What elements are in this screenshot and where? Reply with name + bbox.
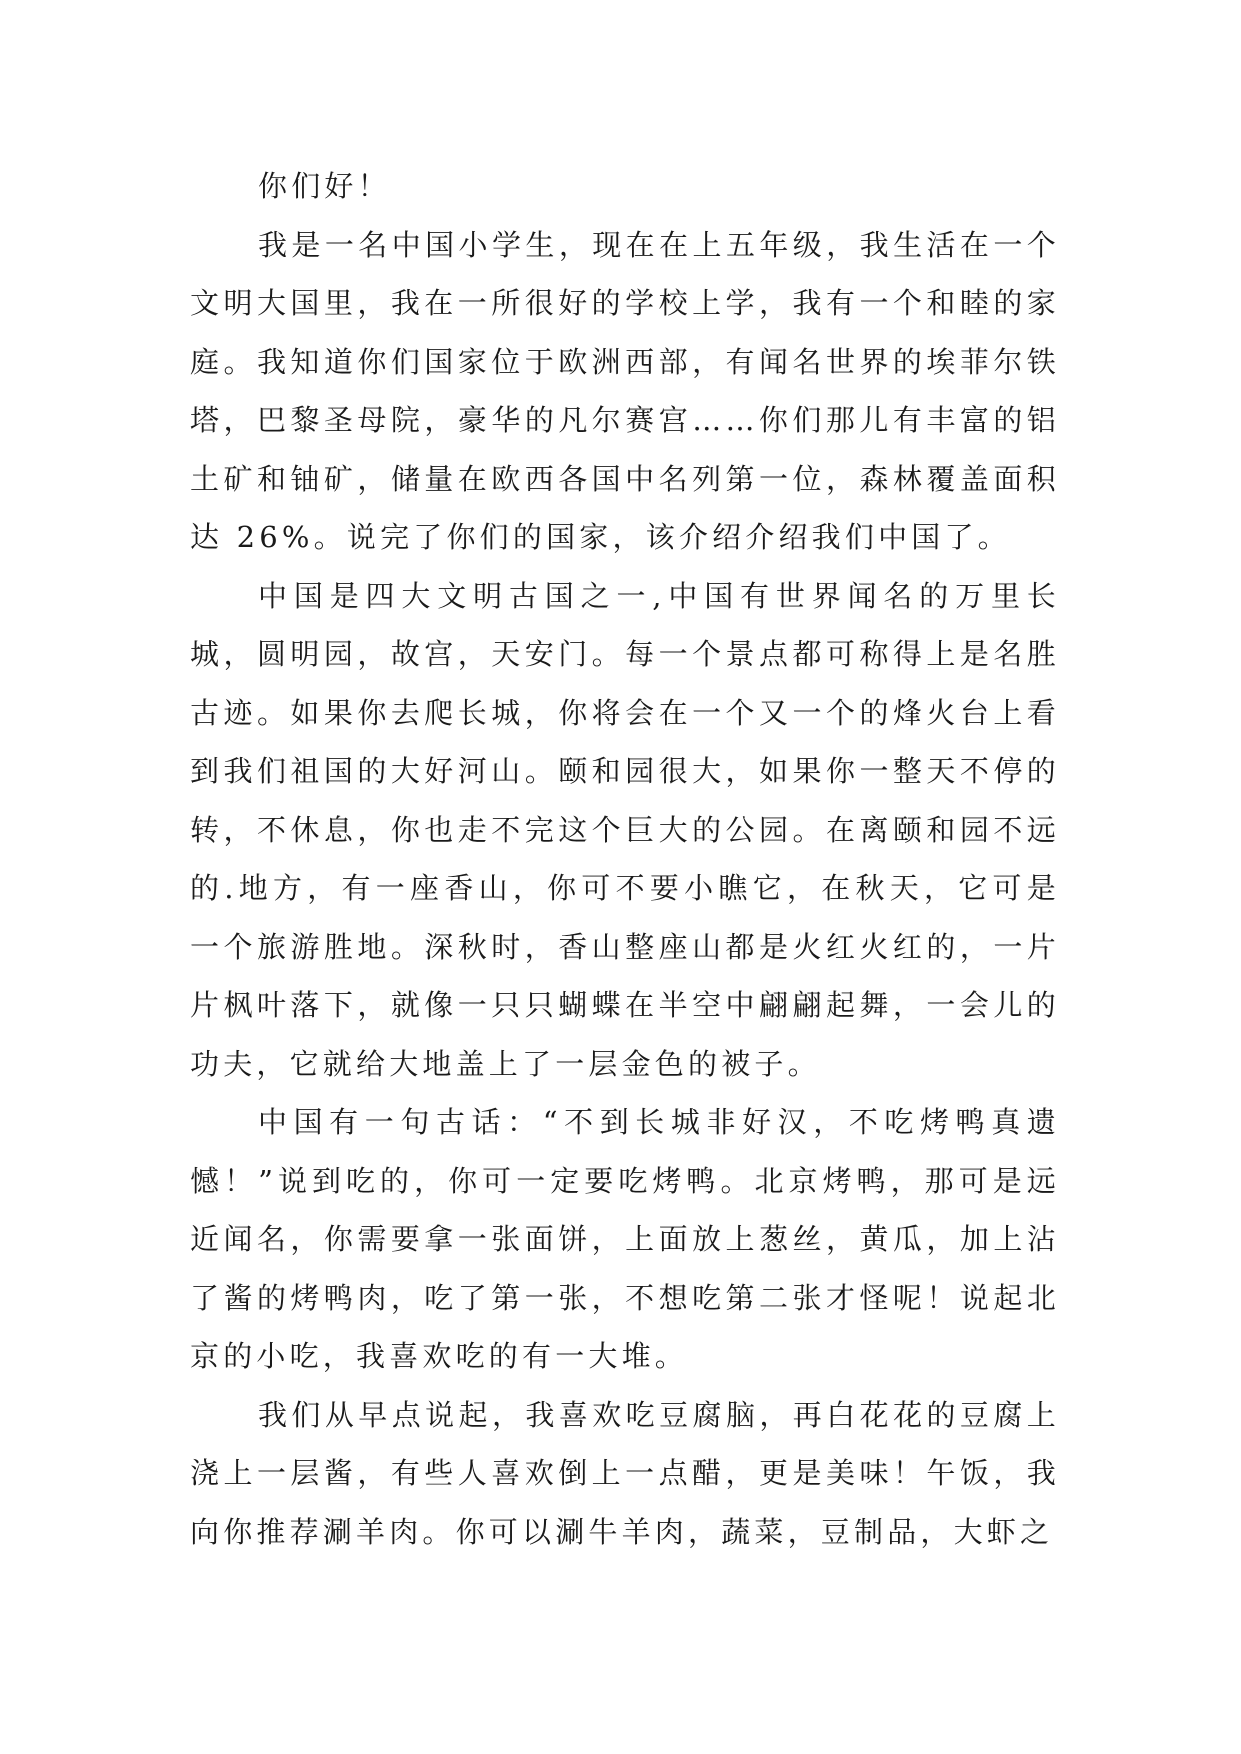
roast-duck-paragraph: 中国有一句古话：“不到长城非好汉，不吃烤鸭真遗憾！”说到吃的，你可一定要吃烤鸭。北京烤鸭，那可是远近闻名，你需要拿一张面饼，上面放上葱丝，黄瓜，加上沾了酱的烤鸭肉，吃了第一张，不想吃第二张才怪呢！说起北京的小吃，我喜欢吃的有一大堆。 [190,1105,1060,1373]
intro-paragraph: 我是一名中国小学生，现在在上五年级，我生活在一个文明大国里，我在一所很好的学校上学，我有一个和睦的家庭。我知道你们国家位于欧洲西部，有闻名世界的埃菲尔铁塔，巴黎圣母院，豪华的凡尔赛宫……你们那儿有丰富的铝土矿和铀矿，储量在欧西各国中名列第一位，森林覆盖面积达 26%。说完了你们的国家，该介绍介绍我们中国了。 [190,227,1060,554]
greeting-paragraph: 你们好！ [258,169,391,203]
snacks-paragraph: 我们从早点说起，我喜欢吃豆腐脑，再白花花的豆腐上浇上一层酱，有些人喜欢倒上一点醋，更是美味！午饭，我向你推荐涮羊肉。你可以涮牛羊肉，蔬菜，豆制品，大虾之 [190,1397,1060,1549]
landmarks-paragraph: 中国是四大文明古国之一,中国有世界闻名的万里长城，圆明园，故宫，天安门。每一个景点都可称得上是名胜古迹。如果你去爬长城，你将会在一个又一个的烽火台上看到我们祖国的大好河山。颐和园很大，如果你一整天不停的转，不休息，你也走不完这个巨大的公园。在离颐和园不远的.地方，有一座香山，你可不要小瞧它，在秋天，它可是一个旅游胜地。深秋时，香山整座山都是火红火红的，一片片枫叶落下，就像一只只蝴蝶在半空中翩翩起舞，一会儿的功夫，它就给大地盖上了一层金色的被子。 [190,578,1060,1081]
letter-body [190,157,1060,1561]
